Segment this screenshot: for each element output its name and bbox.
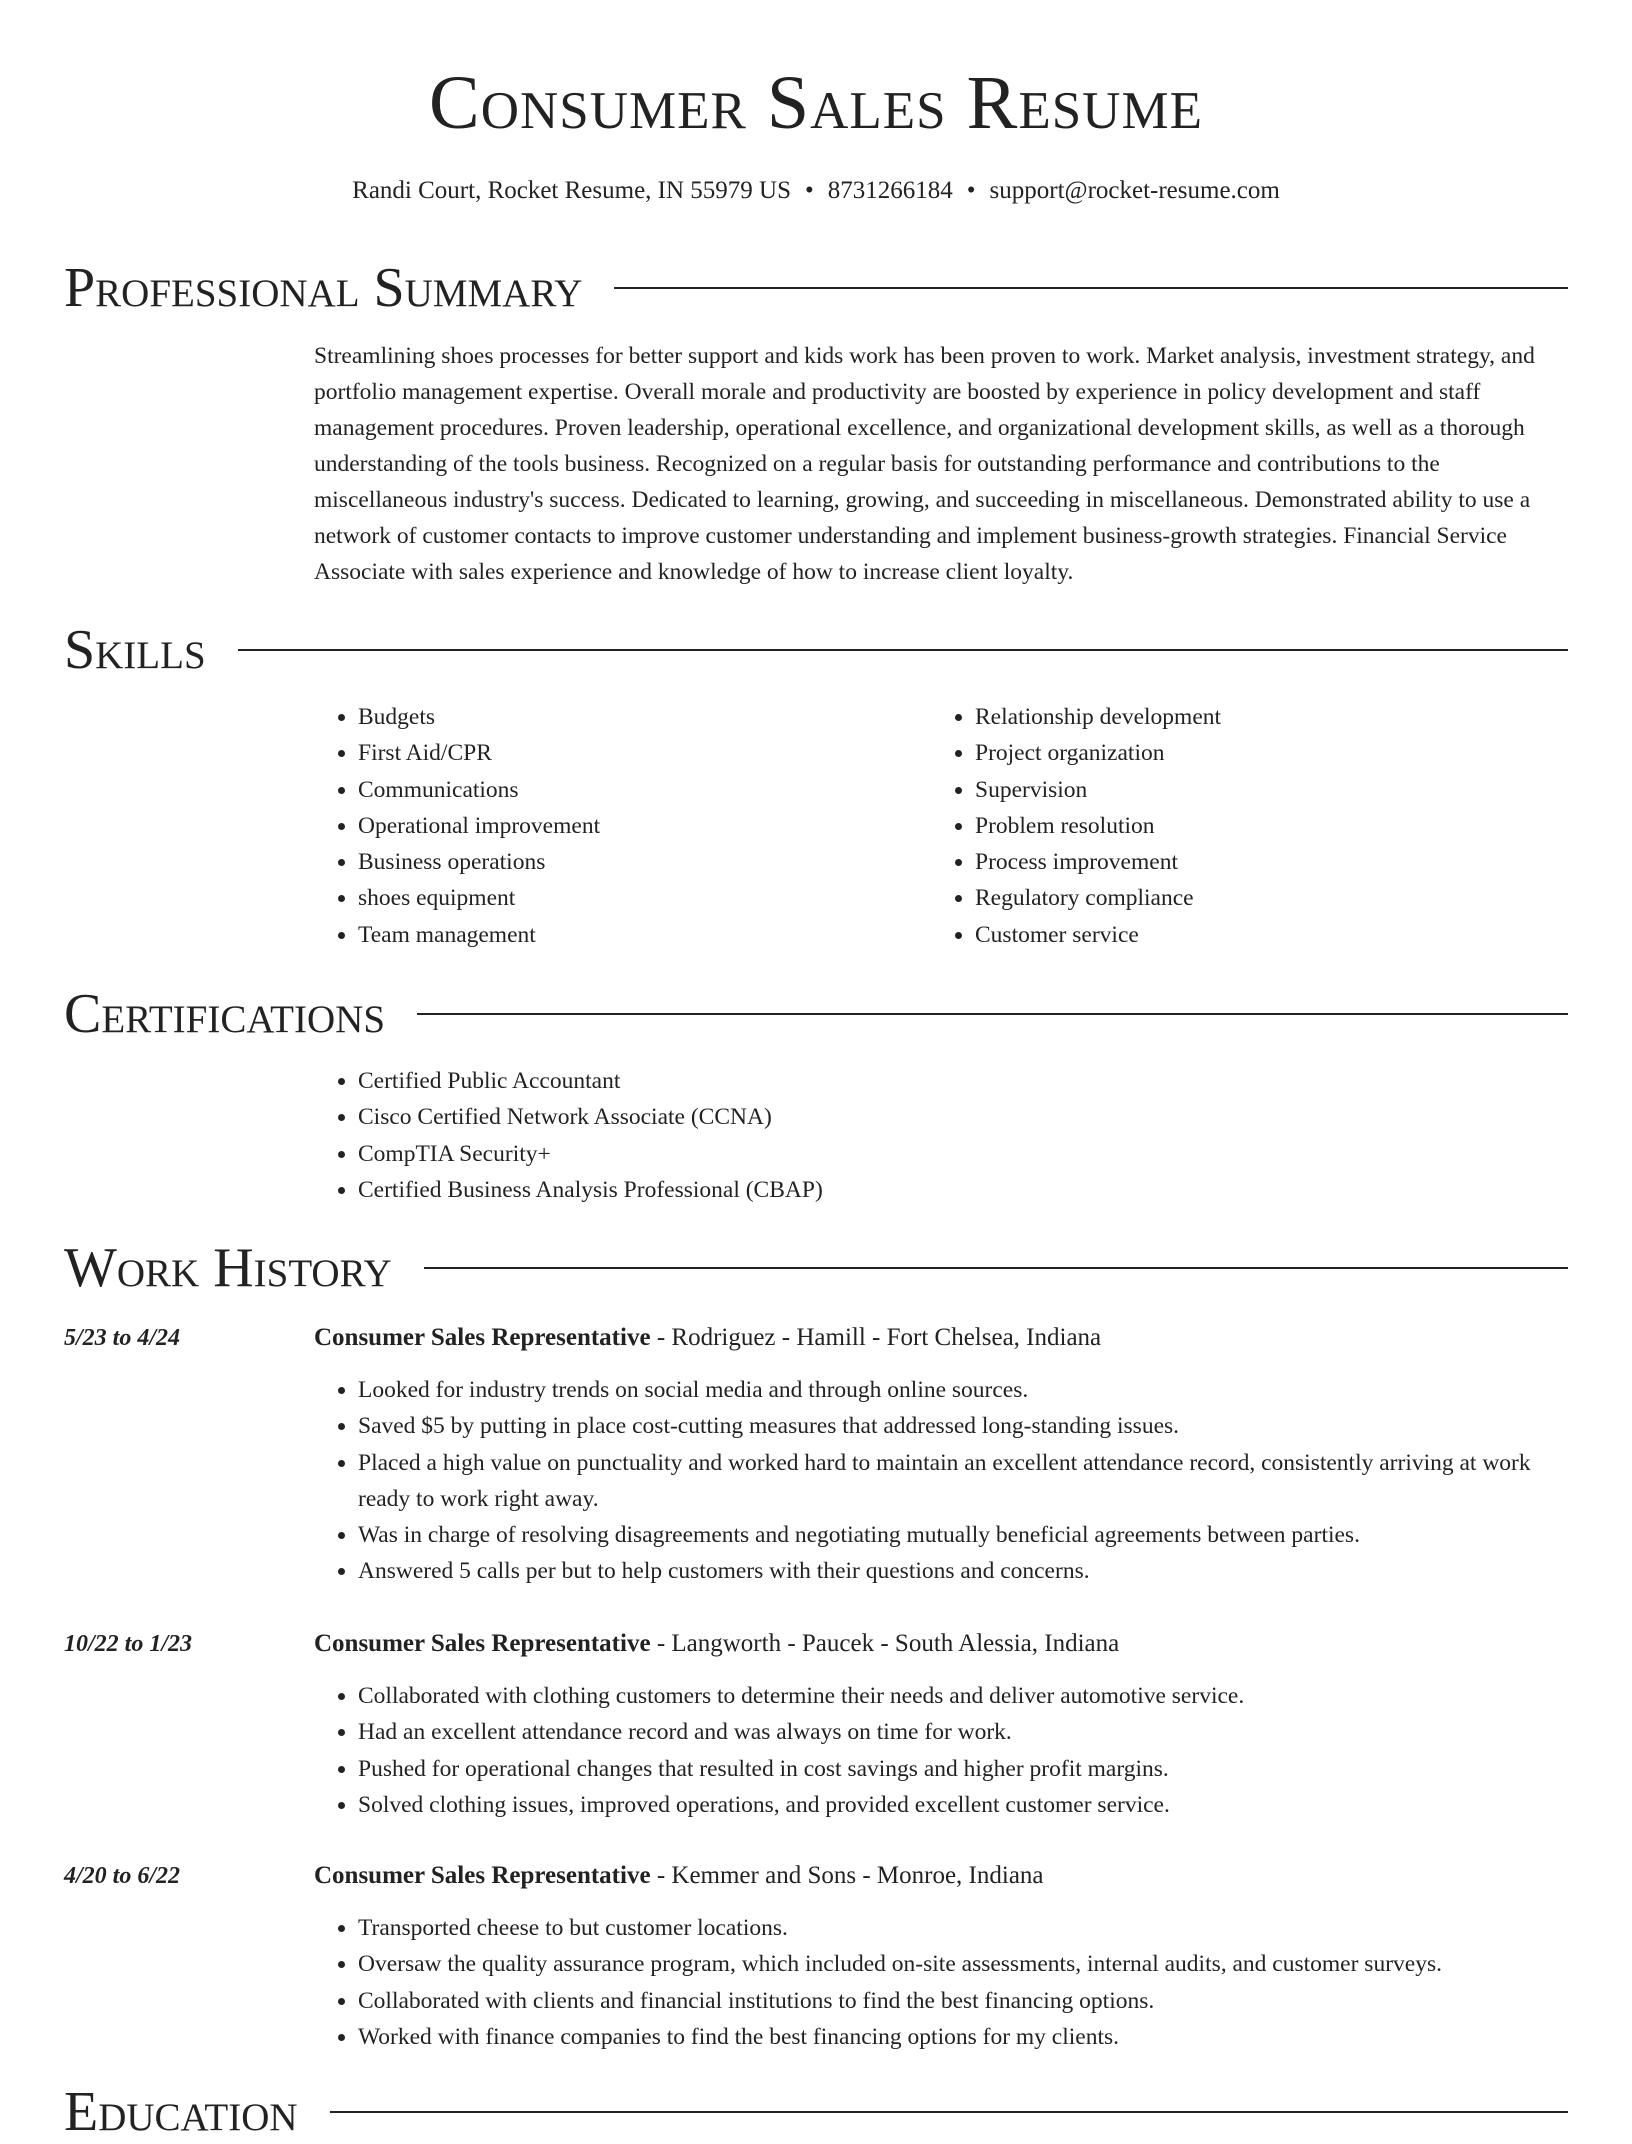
- certification-item: • Certified Public Accountant: [358, 1063, 1558, 1099]
- job-bullet: • Collaborated with clients and financial institutions to find the best financing options.: [358, 1983, 1568, 2019]
- skill-item: • Team management: [358, 917, 918, 953]
- job-bullet: • Answered 5 calls per but to help customers with their questions and concerns.: [358, 1553, 1568, 1589]
- certification-item: • Certified Business Analysis Professional (CBAP): [358, 1172, 1558, 1208]
- section-divider: [417, 1013, 1568, 1015]
- section-divider: [424, 1267, 1568, 1269]
- section-heading-education: [64, 2080, 1568, 2144]
- resume-title: Consumer Sales Resume: [429, 61, 1203, 145]
- job-bullet: • Collaborated with clothing customers to determine their needs and deliver automotive service.: [358, 1678, 1568, 1714]
- job-bullet: • Oversaw the quality assurance program, which included on-site assessments, internal audits, and customer surveys.: [358, 1946, 1568, 1982]
- contact-line: [0, 174, 1632, 208]
- certification-item: • Cisco Certified Network Associate (CCNA): [358, 1099, 1558, 1135]
- job-company: - Kemmer and Sons - Monroe, Indiana: [650, 1862, 1044, 1889]
- skill-item: • shoes equipment: [358, 880, 918, 916]
- job-role: Consumer Sales Representative: [314, 1324, 651, 1351]
- skill-item: • Customer service: [975, 917, 1575, 953]
- job-bullet: • Solved clothing issues, improved operations, and provided excellent customer service.: [358, 1787, 1568, 1823]
- section-heading-summary: [64, 256, 1568, 320]
- job-role: Consumer Sales Representative: [314, 1862, 651, 1889]
- job-company: - Langworth - Paucek - South Alessia, Indiana: [650, 1630, 1120, 1657]
- skills-list-right: [931, 699, 1575, 953]
- summary-text: Streamlining shoes processes for better support and kids work has been proven to work. Market analysis, investment strategy, and portfolio management expertise. Overall morale and productivity are boosted by experience in policy development and staff management procedures. Proven leadership, operational excellence, and organizational development skills, as well as a thorough understanding of the tools business. Recognized on a regular basis for outstanding performance and contributions to the miscellaneous industry's success. Dedicated to learning, growing, and succeeding in miscellaneous. Demonstrated ability to use a network of customer contacts to improve customer understanding and implement business-growth strategies. Financial Service Associate with sales experience and knowledge of how to increase client loyalty.: [314, 343, 1535, 585]
- job-bullet: • Looked for industry trends on social media and through online sources.: [358, 1372, 1568, 1408]
- section-heading-certifications: [64, 982, 1568, 1046]
- contact-address: Randi Court, Rocket Resume, IN 55979 US: [352, 177, 792, 204]
- job-dates: 5/23 to 4/24: [64, 1325, 181, 1351]
- job-dates: 4/20 to 6/22: [64, 1863, 181, 1889]
- contact-email: support@rocket-resume.com: [989, 177, 1280, 204]
- contact-separator: •: [805, 177, 814, 204]
- skill-item: • Operational improvement: [358, 808, 918, 844]
- job-bullet: • Worked with finance companies to find the best financing options for my clients.: [358, 2019, 1568, 2055]
- job-bullet: • Placed a high value on punctuality and worked hard to maintain an excellent attendance record, consistently arriving at work ready to work right away.: [358, 1445, 1568, 1518]
- job-role: Consumer Sales Representative: [314, 1630, 651, 1657]
- skill-item: • Supervision: [975, 772, 1575, 808]
- skill-item: • Relationship development: [975, 699, 1575, 735]
- section-heading-skills: [64, 618, 1568, 682]
- skill-item: • Regulatory compliance: [975, 880, 1575, 916]
- job-title-line: [314, 1320, 1101, 1356]
- summary-heading: Professional Summary: [64, 257, 583, 319]
- job-bullet: • Was in charge of resolving disagreements and negotiating mutually beneficial agreements between parties.: [358, 1517, 1568, 1553]
- work-heading: Work History: [64, 1237, 392, 1299]
- skill-item: • Project organization: [975, 735, 1575, 771]
- section-heading-work: [64, 1236, 1568, 1300]
- job-bullets: [314, 1678, 1568, 1823]
- skill-item: • Business operations: [358, 844, 918, 880]
- section-divider: [614, 287, 1568, 289]
- contact-phone: 8731266184: [827, 177, 953, 204]
- job-title-line: [314, 1858, 1044, 1894]
- skills-heading: Skills: [64, 619, 206, 681]
- skill-item: • Communications: [358, 772, 918, 808]
- certifications-list: [314, 1063, 1558, 1208]
- section-divider: [330, 2111, 1568, 2113]
- certifications-heading: Certifications: [64, 983, 386, 1045]
- job-company: - Rodriguez - Hamill - Fort Chelsea, Indiana: [650, 1324, 1102, 1351]
- job-bullet: • Saved $5 by putting in place cost-cutting measures that addressed long-standing issues.: [358, 1408, 1568, 1444]
- education-heading: Education: [64, 2081, 298, 2143]
- contact-separator: •: [966, 177, 976, 204]
- job-bullets: [314, 1372, 1568, 1590]
- skill-item: • Budgets: [358, 699, 918, 735]
- job-title-line: [314, 1626, 1119, 1662]
- skill-item: • Process improvement: [975, 844, 1575, 880]
- job-dates: 10/22 to 1/23: [64, 1631, 193, 1657]
- certification-item: • CompTIA Security+: [358, 1136, 1558, 1172]
- section-divider: [238, 649, 1568, 651]
- job-bullets: [314, 1910, 1568, 2055]
- job-bullet: • Transported cheese to but customer locations.: [358, 1910, 1568, 1946]
- skill-item: • First Aid/CPR: [358, 735, 918, 771]
- job-bullet: • Pushed for operational changes that resulted in cost savings and higher profit margins.: [358, 1751, 1568, 1787]
- skill-item: • Problem resolution: [975, 808, 1575, 844]
- skills-list-left: [314, 699, 918, 953]
- job-bullet: • Had an excellent attendance record and was always on time for work.: [358, 1714, 1568, 1750]
